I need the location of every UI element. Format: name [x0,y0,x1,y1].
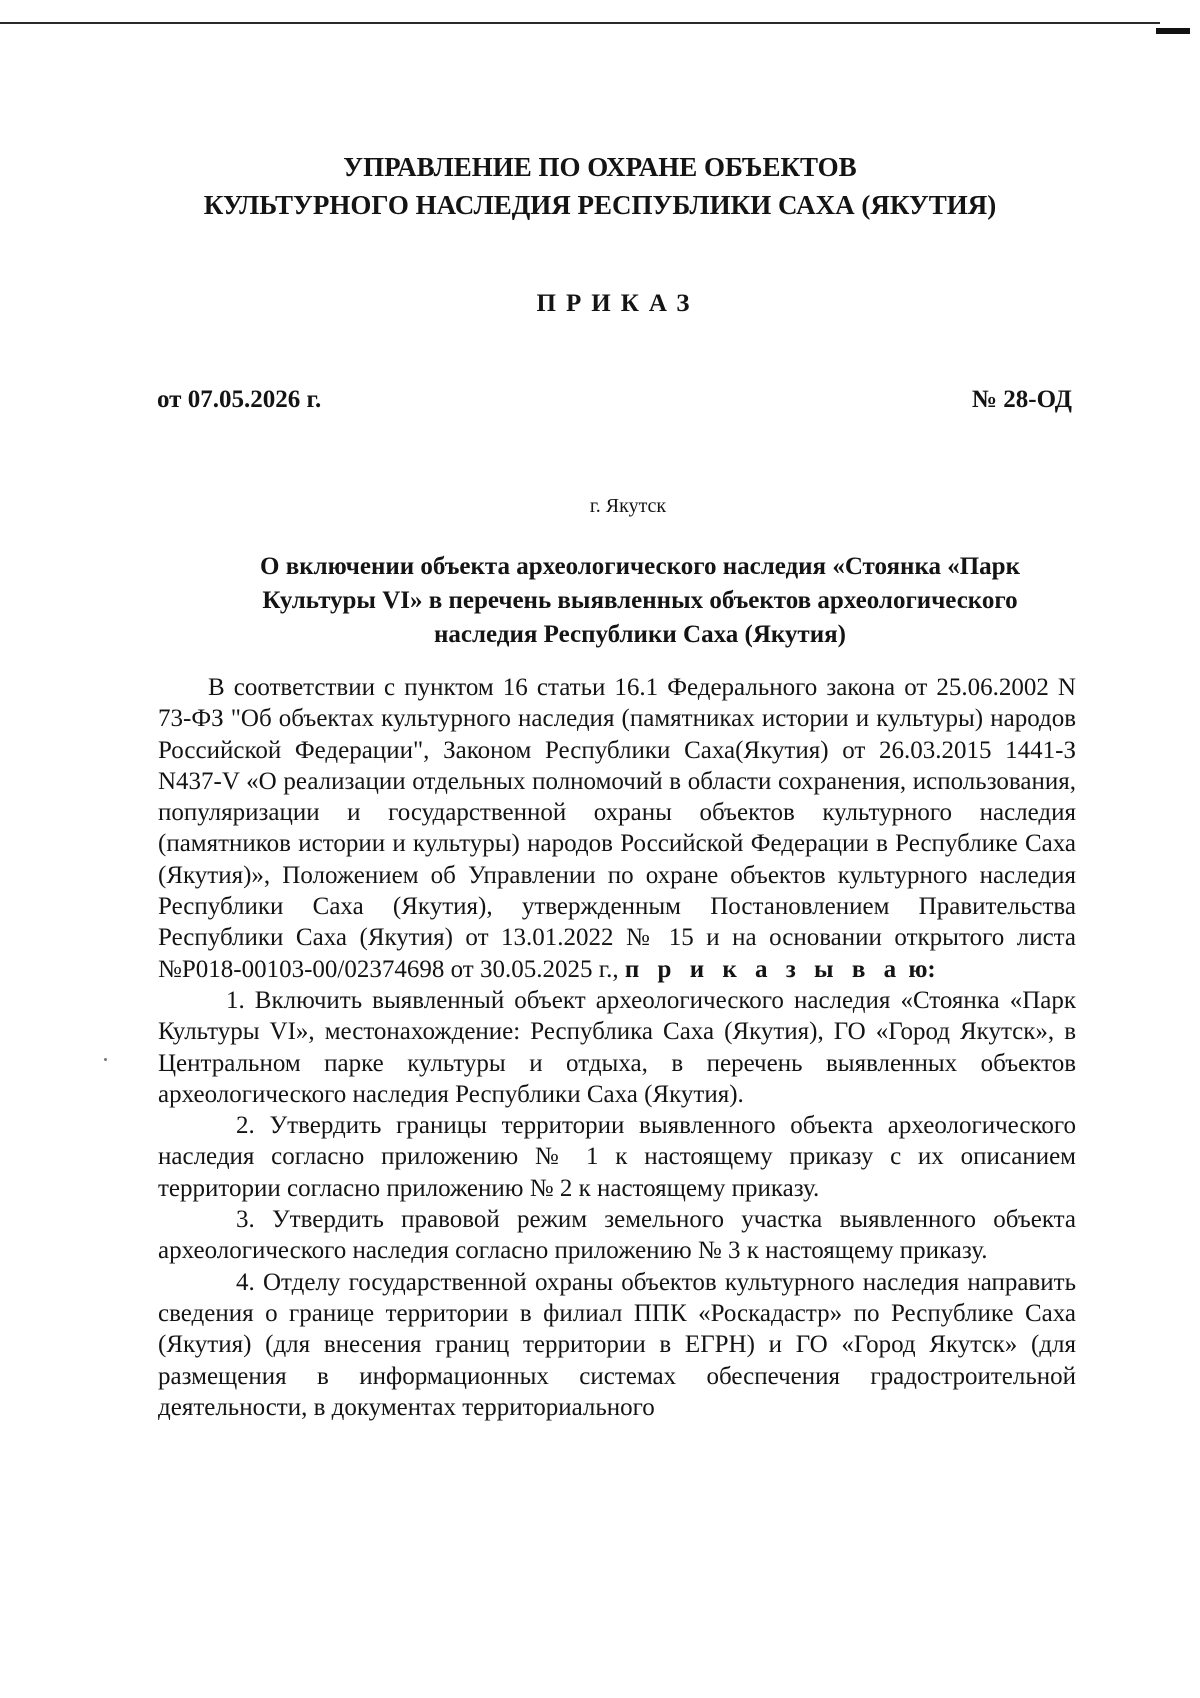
scan-artifact-mark [1156,28,1190,34]
order-word: п р и к а з ы в а [624,955,903,983]
order-item-4: 4. Отделу государственной охраны объектов культурного наследия направить сведения о границе территории в филиал ППК «Роскадастр» по Республике Саха (Якутия) (для внесения границ территории в ЕГРН) и ГО «Город Якутск» (для размещения в информационных системах обеспечения градостроительной деятельности, в документах территориального [158,1268,1076,1421]
preamble-text: В соответствии с пунктом 16 статьи 16.1 Федерального закона от 25.06.2002 N 73-ФЗ "Об объектах культурного наследия (памятниках истории и культуры) народов Российской Федерации", Законом Республики Саха(Якутия) от 26.03.2015 1441-З N437-V «О реализации отдельных полномочий в области сохранения, использования, популяризации и государственной охраны объектов культурного наследия (памятников истории и культуры) народов Российской Федерации в Республике Саха (Якутия)», Положением об Управлении по охране объектов культурного наследия Республики Саха (Якутия), утвержденным Постановлением Правительства Республики Саха (Якутия) от 13.01.2022 № 15 и на основании открытого листа №Р018-00103-00/02374698 от 30.05.2025 г., [158,674,1076,983]
organization-line-1: УПРАВЛЕНИЕ ПО ОХРАНЕ ОБЪЕКТОВ [343,152,857,182]
order-item-3: 3. Утвердить правовой режим земельного участка выявленного объекта археологического наследия согласно приложению № 3 к настоящему приказу. [158,1206,1076,1265]
preamble-paragraph [158,672,1076,985]
scan-artifact-line [0,22,1160,24]
scan-artifact-dot [104,1058,107,1061]
document-subject [190,550,1090,652]
subject-line-1: О включении объекта археологического наследия «Стоянка «Парк [260,553,1020,580]
document-type: ПРИКАЗ [536,290,700,317]
document-date: от 07.05.2026 г. [157,386,322,413]
document-body [158,672,1076,1423]
subject-line-2: Культуры VI» в перечень выявленных объектов археологического [262,587,1018,614]
order-item-2: 2. Утвердить границы территории выявленного объекта археологического наследия согласно приложению № 1 к настоящему приказу с их описанием территории согласно приложению № 2 к настоящему приказу. [158,1112,1076,1202]
order-word-end: ю: [908,955,936,983]
subject-line-3: наследия Республики Саха (Якутия) [434,621,846,648]
organization-line-2: КУЛЬТУРНОГО НАСЛЕДИЯ РЕСПУБЛИКИ САХА (ЯКУТИЯ) [203,190,997,220]
document-number: № 28-ОД [971,386,1072,413]
order-item-1: 1. Включить выявленный объект археологического наследия «Стоянка «Парк Культуры VI», местонахождение: Республика Саха (Якутия), ГО «Город Якутск», в Центральном парке культуры и отдыха, в перечень выявленных объектов археологического наследия Республики Саха (Якутия). [158,986,1076,1108]
organization-header [0,148,1200,224]
document-city: г. Якутск [589,495,667,517]
